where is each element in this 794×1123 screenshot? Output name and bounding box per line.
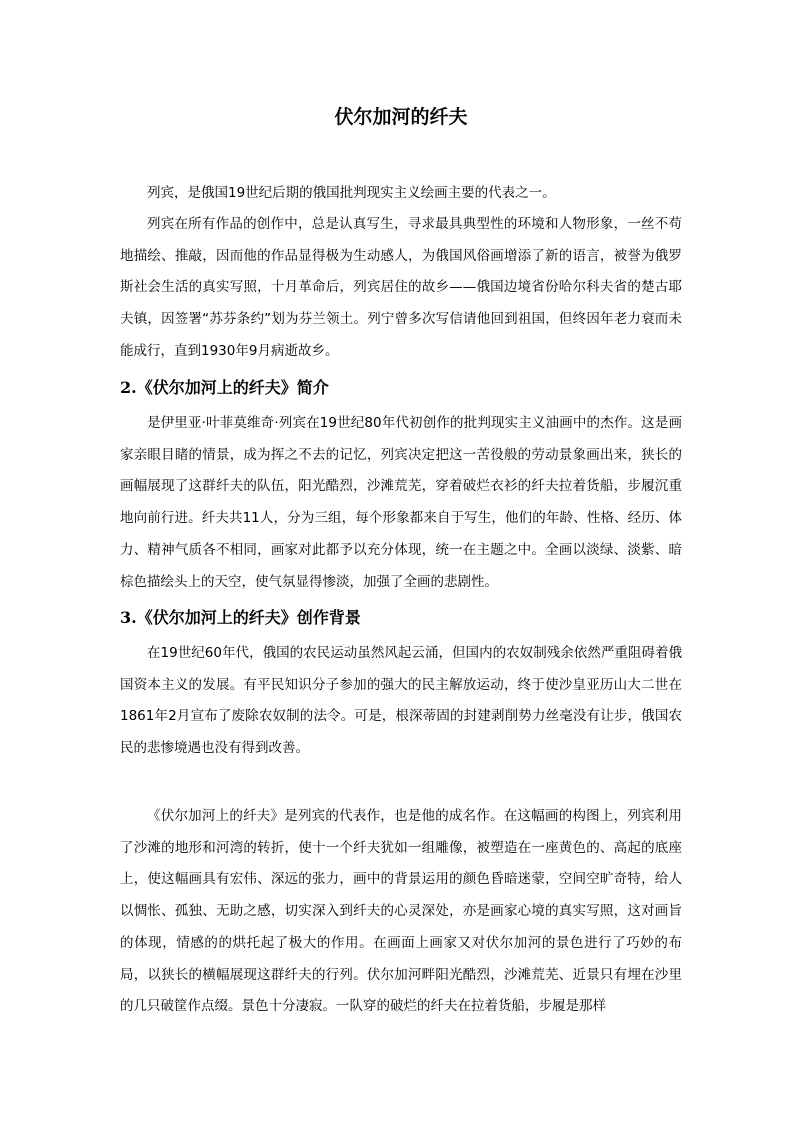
analysis-paragraph: 《伏尔加河上的纤夫》是列宾的代表作，也是他的成名作。在这幅画的构图上，列宾利用了沙滩的地形和河湾的转折，使十一个纤夫犹如一组雕像，被塑造在一座黄色的、高起的底座上，使这幅画具有宏伟、深远的张力，画中的背景运用的颜色昏暗迷蒙，空间空旷奇特，给人以惆怅、孤独、无助之感，切实深入到纤夫的心灵深处，亦是画家心境的真实写照，这对画旨的体现，情感的的烘托起了极大的作用。在画面上画家又对伏尔加河的景色进行了巧妙的布局，以狭长的横幅展现这群纤夫的行列。伏尔加河畔阳光酷烈，沙滩荒芜、近景只有埋在沙里的几只破筐作点缀。景色十分凄寂。一队穿的破烂的纤夫在拉着货船，步履是那样 bbox=[120, 808, 682, 1015]
biography-paragraph: 列宾在所有作品的创作中，总是认真写生，寻求最具典型性的环境和人物形象，一丝不苟地描绘、推敲，因而他的作品显得极为生动感人，为俄国风俗画增添了新的语言，被誉为俄罗斯社会生活的真实写照，十月革命后，列宾居住的故乡——俄国边境省份哈尔科夫省的楚古耶夫镇，因签署“苏芬条约”划为芬兰领土。列宁曾多次写信请他回到祖国，但终因年老力衰而未能成行，直到1930年9月病逝故乡。 bbox=[120, 216, 682, 359]
intro-paragraph: 列宾，是俄国19世纪后期的俄国批判现实主义绘画主要的代表之一。 bbox=[147, 185, 556, 201]
background-paragraph: 在19世纪60年代，俄国的农民运动虽然风起云涌，但国内的农奴制残余依然严重阻碍着俄国资本主义的发展。有平民知识分子参加的强大的民主解放运动，终于使沙皇亚历山大二世在1861年2月宣布了废除农奴制的法令。可是，根深蒂固的封建剥削势力丝毫没有让步，俄国农民的悲惨境遇也没有得到改善。 bbox=[120, 645, 682, 757]
section-heading-background: 3.《伏尔加河上的纤夫》创作背景 bbox=[120, 608, 361, 627]
introduction-paragraph: 是伊里亚·叶菲莫维奇·列宾在19世纪80年代初创作的批判现实主义油画中的杰作。这是画家亲眼目睹的情景，成为挥之不去的记忆，列宾决定把这一苦役般的劳动景象画出来，狭长的画幅展现了这群纤夫的队伍，阳光酷烈，沙滩荒芜，穿着破烂衣衫的纤夫拉着货船，步履沉重地向前行进。纤夫共11人，分为三组，每个形象都来自于写生，他们的年龄、性格、经历、体力、精神气质各不相同，画家对此都予以充分体现，统一在主题之中。全画以淡绿、淡紫、暗棕色描绘头上的天空，使气氛显得惨淡，加强了全画的悲剧性。 bbox=[120, 415, 682, 590]
document-title: 伏尔加河的纤夫 bbox=[334, 106, 468, 128]
section-heading-introduction: 2.《伏尔加河上的纤夫》简介 bbox=[120, 378, 329, 397]
